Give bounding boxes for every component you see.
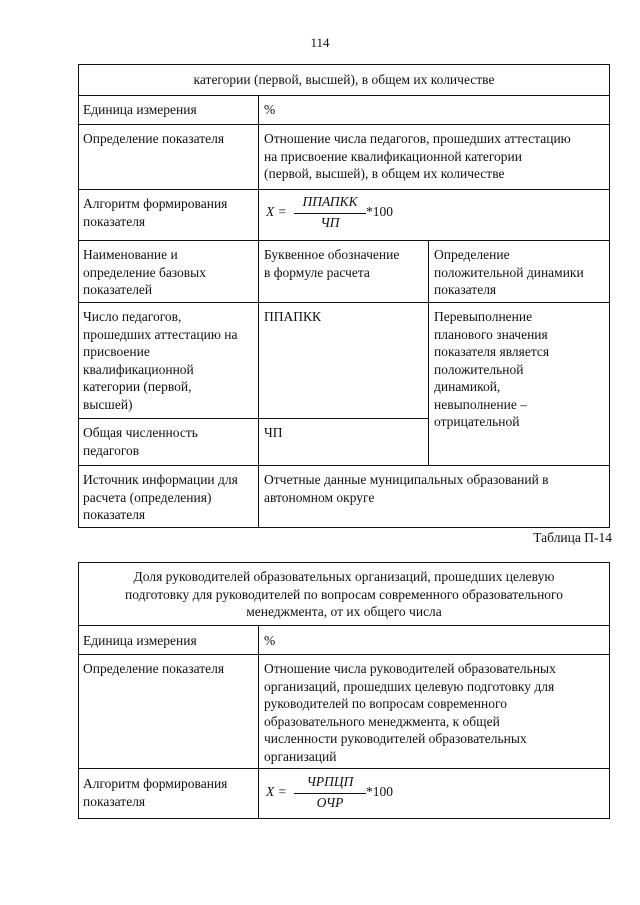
text-line: организаций, прошедших целевую подготовку для (264, 678, 555, 694)
formula-numerator: ЧРПЦП (306, 774, 354, 789)
definition-text (264, 130, 609, 183)
col-header-symbol (264, 246, 399, 281)
text-line: подготовку для руководителей по вопросам современного образовательного (125, 586, 563, 602)
text-line: положительной (434, 361, 524, 377)
table2-divider (78, 625, 610, 626)
text-line: Перевыполнение (434, 309, 533, 324)
table1-divider (78, 189, 610, 190)
base-indicator-code: ЧП (264, 425, 283, 440)
text-line: Определение (434, 247, 510, 262)
table1-divider (78, 95, 610, 96)
text-line: квалификационной (83, 361, 194, 377)
text-line: невыполнение – (434, 396, 527, 412)
formula-multiplier: *100 (366, 784, 393, 799)
text-line: Отношение числа руководителей образовательных (264, 661, 556, 676)
table2-divider (78, 768, 610, 769)
text-line: показателей (83, 282, 153, 297)
text-line: планового значения (434, 326, 548, 342)
fraction-bar (294, 793, 366, 794)
text-line: (первой, высшей), в общем их количестве (264, 166, 505, 181)
text-line: динамикой, (434, 379, 501, 394)
table1-divider (78, 240, 610, 241)
text-line: менеджмента, от их общего числа (246, 604, 442, 619)
unit-value: % (264, 633, 276, 648)
text-line: Алгоритм формирования (83, 776, 228, 791)
text-line: педагогов (83, 442, 140, 458)
text-line: расчета (определения) (83, 489, 212, 505)
text-line: образовательного менеджмента, к общей (264, 713, 500, 729)
formula-denominator: ЧП (320, 215, 340, 230)
text-line: прошедших аттестацию на (83, 326, 238, 342)
table1-divider (78, 302, 610, 303)
text-line: категории (первой, (83, 379, 192, 394)
page-number: 114 (310, 35, 330, 50)
table2-column-divider (258, 625, 259, 819)
table-caption: Таблица П-14 (533, 530, 612, 545)
text-line: на присвоение квалификационной категории (264, 148, 522, 164)
definition-label: Определение показателя (83, 131, 225, 146)
table2-border-right (609, 562, 610, 819)
text-line: автономном округе (264, 489, 375, 505)
table1-divider (78, 124, 610, 125)
text-line: показателя (83, 213, 146, 229)
table1-header: категории (первой, высшей), в общем их количестве (193, 72, 495, 87)
text-line: показателя (434, 282, 497, 297)
fraction-bar (294, 213, 366, 214)
table1-border-right (609, 64, 610, 528)
source-value (264, 471, 549, 506)
text-line: определение базовых (83, 264, 207, 280)
definition-text (264, 660, 609, 765)
text-line: Источник информации для (83, 472, 238, 487)
formula-denominator: ОЧР (316, 795, 344, 810)
source-label (83, 471, 238, 524)
unit-value: % (264, 102, 276, 117)
table1-border-left (78, 64, 79, 528)
text-line: показателя (83, 507, 146, 522)
text-line: высшей) (83, 396, 133, 412)
text-line: численности руководителей образовательных (264, 731, 527, 746)
text-line: положительной динамики (434, 264, 584, 280)
definition-label: Определение показателя (83, 661, 225, 676)
table1-border-top (78, 64, 610, 65)
table2-border-top (78, 562, 610, 563)
base-indicator-name (83, 308, 238, 413)
table1-column-divider (258, 95, 259, 528)
text-line: Буквенное обозначение (264, 247, 400, 262)
text-line: Доля руководителей образовательных организаций, прошедших целевую (133, 569, 555, 584)
unit-label: Единица измерения (83, 102, 197, 117)
base-indicator-code: ППАПКК (264, 309, 322, 324)
text-line: Отношение числа педагогов, прошедших аттестацию (264, 131, 571, 146)
table2-border-bottom (78, 818, 610, 819)
table1-column-divider (428, 240, 429, 466)
text-line: Отчетные данные муниципальных образований в (264, 472, 549, 487)
table1-border-bottom (78, 527, 610, 528)
text-line: руководителей по вопросам современного (264, 696, 507, 711)
text-line: отрицательной (434, 414, 520, 429)
table1-divider (78, 418, 428, 419)
formula-lhs: X = (266, 204, 287, 219)
formula (266, 774, 406, 814)
table2-header (80, 568, 608, 621)
table1-divider (78, 465, 610, 466)
formula-numerator: ППАПКК (302, 194, 358, 209)
table2-divider (78, 654, 610, 655)
formula-multiplier: *100 (366, 204, 393, 219)
dynamics-definition (434, 308, 549, 431)
algorithm-label (83, 195, 227, 230)
table2-border-left (78, 562, 79, 819)
text-line: Общая численность (83, 425, 198, 440)
text-line: Число педагогов, (83, 309, 182, 324)
algorithm-label (83, 775, 227, 810)
formula-lhs: X = (266, 784, 287, 799)
unit-label: Единица измерения (83, 633, 197, 648)
base-indicator-name (83, 424, 198, 459)
text-line: показателя (83, 793, 146, 809)
text-line: присвоение (83, 344, 150, 359)
col-header-dynamics (434, 246, 584, 299)
text-line: организаций (264, 748, 337, 764)
text-line: показателя является (434, 344, 550, 359)
text-line: Алгоритм формирования (83, 196, 228, 211)
formula (266, 194, 406, 234)
col-header-name (83, 246, 206, 299)
text-line: в формуле расчета (264, 264, 370, 280)
text-line: Наименование и (83, 247, 178, 262)
